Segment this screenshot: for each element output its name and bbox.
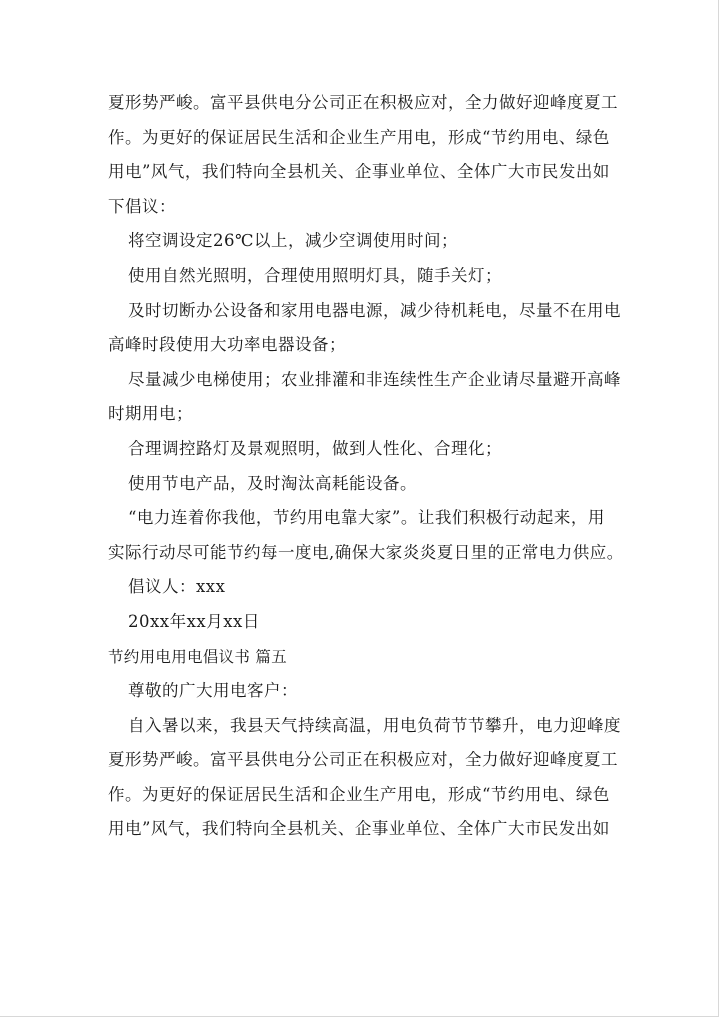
text-line: 高峰时段使用大功率电器设备； [108, 335, 346, 355]
text-line: 下倡议： [108, 196, 176, 216]
section-heading: 节约用电用电倡议书 篇五 [108, 647, 288, 666]
text-line: 自入暑以来，我县天气持续高温，用电负荷节节攀升，电力迎峰度 [128, 715, 621, 735]
text-line: 20xx年xx月xx日 [128, 611, 260, 631]
text-line: “电力连着你我他，节约用电靠大家”。让我们积极行动起来，用 [128, 508, 605, 528]
text-line: 实际行动尽可能节约每一度电,确保大家炎炎夏日里的正常电力供应。 [108, 542, 624, 562]
text-line: 尽量减少电梯使用；农业排灌和非连续性生产企业请尽量避开高峰 [128, 369, 621, 389]
text-line: 及时切断办公设备和家用电器电源，减少待机耗电，尽量不在用电 [128, 300, 621, 320]
text-line: 使用节电产品，及时淘汰高耗能设备。 [128, 473, 417, 493]
text-line: 用电”风气，我们特向全县机关、企事业单位、全体广大市民发出如 [108, 819, 610, 839]
text-line: 时期用电； [108, 404, 193, 424]
text-line: 夏形势严峻。富平县供电分公司正在积极应对，全力做好迎峰度夏工 [108, 750, 618, 770]
text-line: 作。为更好的保证居民生活和企业生产用电，形成“节约用电、绿色 [108, 127, 610, 147]
text-line: 夏形势严峻。富平县供电分公司正在积极应对，全力做好迎峰度夏工 [108, 93, 618, 112]
text-line: 合理调控路灯及景观照明，做到人性化、合理化； [128, 438, 502, 458]
document-body [108, 86, 624, 847]
text-line: 使用自然光照明，合理使用照明灯具，随手关灯； [128, 265, 502, 285]
text-line: 尊敬的广大用电客户： [128, 681, 298, 701]
text-line: 倡议人：xxx [128, 577, 226, 597]
text-line: 用电”风气，我们特向全县机关、企事业单位、全体广大市民发出如 [108, 162, 610, 182]
text-line: 将空调设定26℃以上，减少空调使用时间； [128, 231, 458, 251]
text-line: 作。为更好的保证居民生活和企业生产用电，形成“节约用电、绿色 [108, 784, 610, 804]
